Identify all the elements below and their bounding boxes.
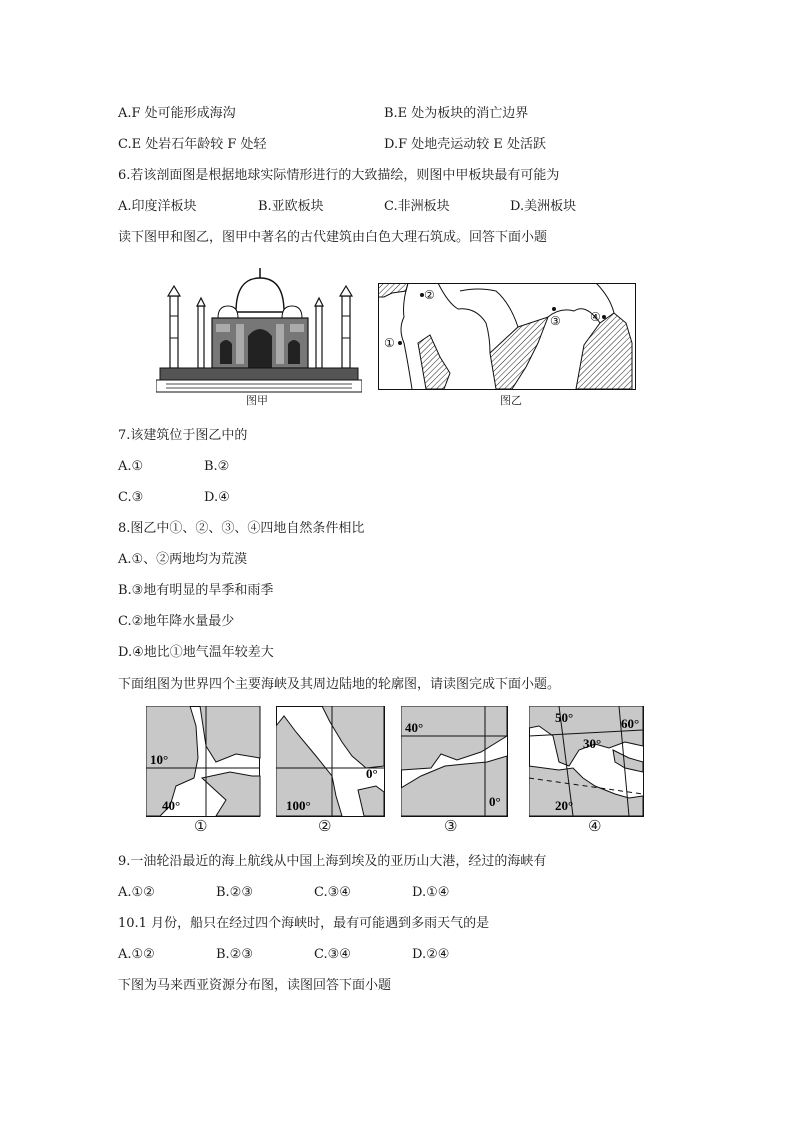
strait-2-tick-a: 0° — [366, 766, 378, 781]
strait-map-3 — [401, 706, 509, 818]
q7-option-a: A.① — [118, 459, 144, 474]
strait-map-2 — [276, 706, 386, 818]
map-mark-2: ② — [424, 288, 435, 302]
map-mark-3: ③ — [550, 314, 561, 328]
q9-stem: 9.一油轮沿最近的海上航线从中国上海到埃及的亚历山大港，经过的海峡有 — [118, 854, 547, 869]
figure-jia-caption: 图甲 — [246, 394, 268, 407]
q8-option-c: C.②地年降水量最少 — [118, 614, 235, 629]
q9-option-c: C.③④ — [314, 885, 351, 900]
q7-option-d: D.④ — [204, 490, 230, 505]
q10-stem: 10.1 月份，船只在经过四个海峡时，最有可能遇到多雨天气的是 — [118, 916, 490, 931]
figure-yi-caption: 图乙 — [500, 394, 522, 407]
q9-option-a: A.①② — [118, 885, 155, 900]
strait-4-tick-a: 50° — [555, 710, 574, 725]
q6-stem: 6.若该剖面图是根据地球实际情形进行的大致描绘，则图中甲板块最有可能为 — [118, 168, 560, 183]
q5-option-b: B.E 处为板块的消亡边界 — [384, 106, 529, 121]
q10-option-a: A.①② — [118, 947, 155, 962]
q10-option-b: B.②③ — [216, 947, 253, 962]
q8-option-b: B.③地有明显的旱季和雨季 — [118, 583, 274, 598]
q10-option-d: D.②④ — [412, 947, 450, 962]
q10-option-c: C.③④ — [314, 947, 351, 962]
strait-1-tick-b: 40° — [162, 798, 181, 813]
strait-4-tick-b: 60° — [621, 716, 640, 731]
q9-option-d: D.①④ — [412, 885, 450, 900]
q8-option-a: A.①、②两地均为荒漠 — [118, 552, 248, 567]
strait-4-label: ④ — [588, 817, 602, 835]
map-mark-4: ④ — [590, 310, 601, 324]
q5-option-c: C.E 处岩石年龄较 F 处轻 — [118, 137, 267, 152]
strait-1-tick-a: 10° — [150, 752, 169, 767]
strait-2-tick-b: 100° — [286, 798, 311, 813]
figure-jia-building — [156, 266, 362, 394]
strait-3-tick-b: 0° — [489, 794, 501, 809]
q7-stem: 7.该建筑位于图乙中的 — [118, 428, 248, 443]
q5-option-a: A.F 处可能形成海沟 — [118, 106, 236, 121]
q8-stem: 8.图乙中①、②、③、④四地自然条件相比 — [118, 521, 365, 536]
strait-3-label: ③ — [444, 817, 458, 835]
strait-4-tick-d: 20° — [555, 798, 574, 813]
figure-yi-map — [378, 283, 636, 390]
q5-option-d: D.F 处地壳运动较 E 处活跃 — [384, 137, 546, 152]
q7-option-b: B.② — [204, 459, 230, 474]
intro-figure-1: 读下图甲和图乙，图甲中著名的古代建筑由白色大理石筑成。回答下面小题 — [118, 230, 548, 245]
strait-1-label: ① — [194, 817, 208, 835]
map-mark-1: ① — [384, 336, 395, 350]
strait-4-tick-c: 30° — [583, 736, 602, 751]
q6-option-b: B.亚欧板块 — [258, 199, 324, 214]
q7-option-c: C.③ — [118, 490, 144, 505]
intro-figure-2: 下面组图为世界四个主要海峡及其周边陆地的轮廓图，请读图完成下面小题。 — [118, 677, 561, 692]
q9-option-b: B.②③ — [216, 885, 253, 900]
q6-option-d: D.美洲板块 — [510, 199, 577, 214]
strait-2-label: ② — [318, 817, 332, 835]
strait-3-tick-a: 40° — [405, 720, 424, 735]
intro-figure-3: 下图为马来西亚资源分布图，读图回答下面小题 — [118, 978, 392, 993]
strait-map-1 — [146, 706, 262, 818]
q8-option-d: D.④地比①地气温年较差大 — [118, 645, 274, 660]
strait-map-4 — [529, 706, 645, 818]
q6-option-a: A.印度洋板块 — [118, 199, 197, 214]
q6-option-c: C.非洲板块 — [384, 199, 450, 214]
